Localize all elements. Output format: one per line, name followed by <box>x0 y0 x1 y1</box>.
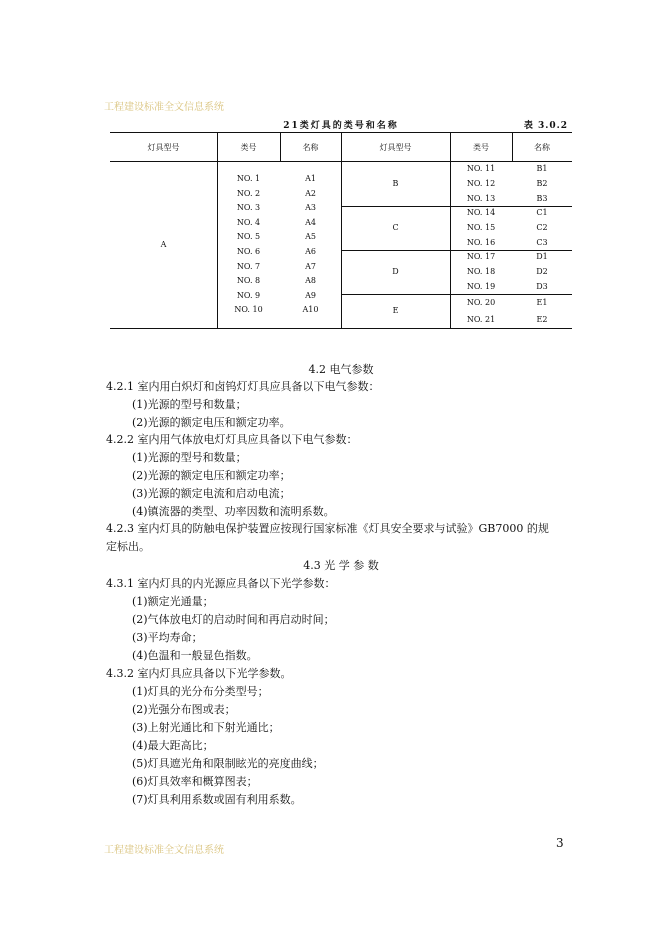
header-cell: 类号 <box>240 143 257 152</box>
clause-text: 4.2.1 室内用白炽灯和卤钨灯灯具应具备以下电气参数： <box>106 380 380 393</box>
list-item: (2)光源的额定电压和额定功率。 <box>132 416 291 429</box>
class-number-cell: NO. 4 <box>236 217 261 227</box>
list-item: (1)光源的型号和数量； <box>132 451 247 464</box>
list-item: (2)气体放电灯的启动时间和再启动时间； <box>132 613 335 626</box>
table-bottom-rule <box>110 328 572 329</box>
class-number-cell: NO. 7 <box>236 261 261 271</box>
header-cell: 名称 <box>534 143 550 152</box>
list-item: (1)灯具的光分布分类型号； <box>132 685 269 698</box>
class-name-cell: D3 <box>536 281 548 291</box>
list-item: (3)平均寿命； <box>132 631 203 644</box>
lamp-type-a: A <box>160 240 167 249</box>
class-name-cell: C3 <box>536 237 548 247</box>
class-name-cell: E2 <box>536 314 548 324</box>
list-item: (5)灯具遮光角和限制眩光的亮度曲线； <box>132 757 324 770</box>
class-number-cell: NO. 21 <box>466 314 496 324</box>
class-name-cell: A8 <box>305 276 316 286</box>
class-name-cell: B2 <box>536 178 548 188</box>
table-title: 21类灯具的类号和名称 <box>283 121 399 131</box>
group-divider-bc <box>341 206 572 207</box>
list-item: (2)光源的额定电压和额定功率； <box>132 469 291 482</box>
class-name-cell: A1 <box>305 174 316 183</box>
section-heading: 4.2 电气参数 <box>308 363 374 376</box>
class-number-cell: NO. 8 <box>236 276 261 286</box>
class-number-cell: NO. 16 <box>466 237 496 247</box>
header-cell: 名称 <box>302 143 319 152</box>
header-cell: 类号 <box>473 143 489 152</box>
class-name-cell: E1 <box>536 297 548 307</box>
class-number-cell: NO. 12 <box>466 178 496 188</box>
class-name-cell: D1 <box>536 252 548 262</box>
class-number-cell: NO. 9 <box>236 290 261 300</box>
class-number-cell: NO. 18 <box>466 267 496 276</box>
class-name-cell: C2 <box>536 223 548 232</box>
watermark-bottom: 工程建设标准全文信息系统 <box>104 845 224 856</box>
class-number-cell: NO. 10 <box>234 305 263 315</box>
class-name-cell: A9 <box>305 290 316 300</box>
list-item: (3)光源的额定电流和启动电流； <box>132 487 291 500</box>
list-item: (4)最大距高比； <box>132 739 214 752</box>
lamp-class-table <box>110 132 572 329</box>
list-item: (2)光强分布图或表； <box>132 703 236 716</box>
class-name-cell: A4 <box>305 217 316 227</box>
group-divider-de <box>341 294 572 295</box>
class-number-cell: NO. 2 <box>236 188 261 198</box>
clause-text: 4.2.2 室内用气体放电灯灯具应具备以下电气参数： <box>106 433 358 446</box>
lamp-type-d: D <box>392 267 399 276</box>
watermark-top: 工程建设标准全文信息系统 <box>104 102 224 113</box>
page-number: 3 <box>556 836 564 850</box>
clause-text: 4.3.2 室内灯具应具备以下光学参数。 <box>106 667 292 680</box>
section-heading: 4.3 光 学 参 数 <box>303 559 379 572</box>
class-number-cell: NO. 13 <box>466 193 496 203</box>
group-divider-cd <box>341 250 572 251</box>
clause-text: 4.2.3 室内灯具的防触电保护装置应按现行国家标准《灯具安全要求与试验》GB7000 的规 <box>106 522 549 535</box>
class-name-cell: A7 <box>305 261 316 271</box>
class-name-cell: C1 <box>536 208 548 218</box>
class-number-cell: NO. 19 <box>466 281 496 291</box>
clause-text: 定标出。 <box>106 540 150 553</box>
list-item: (1)光源的型号和数量； <box>132 398 247 411</box>
class-number-cell: NO. 17 <box>466 252 496 262</box>
class-number-cell: NO. 20 <box>466 297 496 307</box>
class-number-cell: NO. 11 <box>466 163 496 173</box>
class-name-cell: A10 <box>302 305 319 315</box>
clause-text: 4.3.1 室内灯具的内光源应具备以下光学参数： <box>106 577 336 590</box>
lamp-type-c: C <box>392 223 399 232</box>
class-name-cell: B3 <box>536 193 548 203</box>
class-name-cell: A6 <box>305 247 316 256</box>
class-name-cell: A2 <box>305 188 316 198</box>
class-number-cell: NO. 15 <box>466 223 496 232</box>
class-name-cell: B1 <box>536 163 548 173</box>
lamp-type-e: E <box>392 306 399 315</box>
class-number-cell: NO. 1 <box>236 174 261 183</box>
class-number-cell: NO. 5 <box>236 232 261 242</box>
header-cell: 灯具型号 <box>379 143 412 152</box>
header-cell: 灯具型号 <box>147 143 180 152</box>
table-caption <box>110 118 572 130</box>
list-item: (1)额定光通量； <box>132 595 214 608</box>
table-number: 表 3.0.2 <box>523 121 568 131</box>
lamp-type-b: B <box>392 178 399 188</box>
class-name-cell: A3 <box>305 203 316 213</box>
list-item: (6)灯具效率和概算图表； <box>132 775 258 788</box>
list-item: (4)镇流器的类型、功率因数和流明系数。 <box>132 505 335 518</box>
class-number-cell: NO. 14 <box>466 208 496 218</box>
class-number-cell: NO. 6 <box>236 247 261 256</box>
list-item: (3)上射光通比和下射光通比； <box>132 721 280 734</box>
class-name-cell: A5 <box>305 232 316 242</box>
list-item: (4)色温和一般显色指数。 <box>132 649 258 662</box>
list-item: (7)灯具利用系数或固有利用系数。 <box>132 793 302 806</box>
class-name-cell: D2 <box>536 267 548 276</box>
class-number-cell: NO. 3 <box>236 203 261 213</box>
